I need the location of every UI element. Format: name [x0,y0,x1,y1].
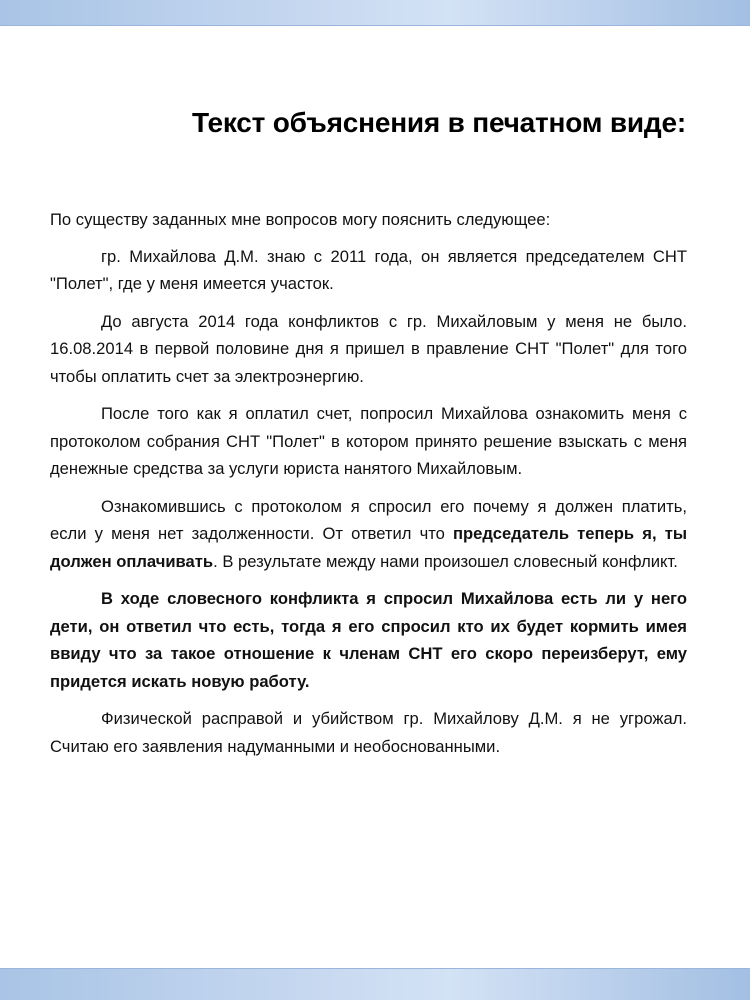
document-body [50,206,687,760]
paragraph-1: гр. Михайлова Д.М. знаю с 2011 года, он является председателем СНТ "Полет", где у меня имеется участок. [50,246,687,293]
paragraph-5-bold: В ходе словесного конфликта я спросил Михайлова есть ли у него дети, он ответил что есть, тогда я его спросил кто их будет кормить имея ввиду что за такое отношение к членам СНТ его скоро переизберут, ему придется искать новую работу. [50,589,687,691]
document-title: Текст объяснения в печатном виде: [191,107,686,138]
paragraph-4 [50,493,687,576]
paragraph-4-text-end: . В результате между нами произошел словесный конфликт. [213,551,678,571]
paragraph-4-text-start: Ознакомившись с протоколом я спросил его почему я должен платить, если у меня нет задолженности. От ответил что [50,496,687,543]
paragraph-2: До августа 2014 года конфликтов с гр. Михайловым у меня не было. 16.08.2014 в первой половине дня я пришел в правление СНТ "Полет" для того чтобы оплатить счет за электроэнергию. [50,311,687,386]
intro-paragraph: По существу заданных мне вопросов могу пояснить следующее: [50,210,551,229]
paragraph-4-bold-quote: председатель теперь я, ты должен оплачивать [50,524,688,571]
paragraph-6: Физической расправой и убийством гр. Михайлову Д.М. я не угрожал. Считаю его заявления надуманными и необоснованными. [50,709,687,756]
paragraph-3: После того как я оплатил счет, попросил Михайлова ознакомить меня с протоколом собрания СНТ "Полет" в котором принято решение взыскать с меня денежные средства за услуги юриста нанятого Михайловым. [50,404,687,478]
top-decorative-band [0,0,750,26]
bottom-decorative-band [0,968,750,1000]
